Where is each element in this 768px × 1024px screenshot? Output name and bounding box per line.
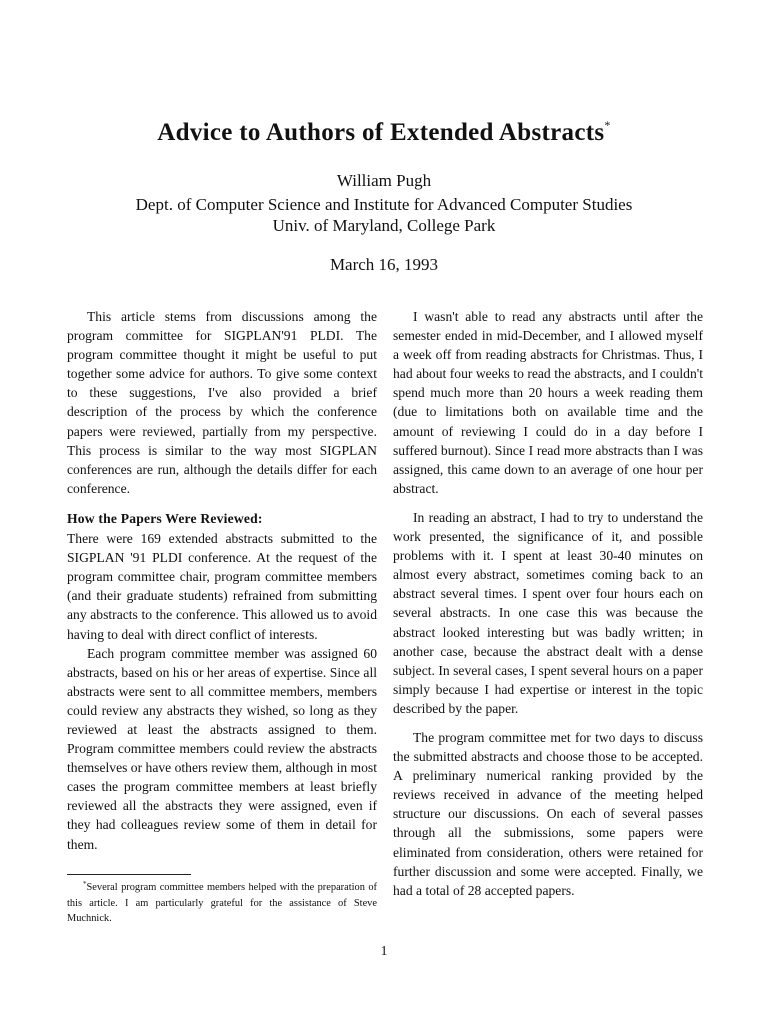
- footnote-mark: *: [83, 880, 87, 888]
- footnote-rule: [67, 874, 191, 875]
- right-paragraph-3: The program committee met for two days to discuss the submitted abstracts and choose those to be accepted. A preliminary numerical ranking provided by the reviews received in advance of the meeting helped structure our discussions. On each of several passes through all the submissions, some papers were eliminated from consideration, others were retained for further discussion and some were accepted. Finally, we had a total of 28 accepted papers.: [393, 729, 703, 898]
- affiliation-line-1: Dept. of Computer Science and Institute for Advanced Computer Studies: [135, 195, 633, 214]
- section-heading: How the Papers Were Reviewed:: [67, 510, 263, 526]
- page-number: 1: [380, 943, 388, 958]
- section-paragraph-2: Each program committee member was assigned 60 abstracts, based on his or her areas of expertise. Since all abstracts were sent to all committee members, members could review any abstracts they wished, so long as they reviewed at least the abstracts assigned to them. Program committee members could review the abstracts themselves or have others review them, although in most cases the program committee members at least briefly reviewed all the abstracts they were assigned, even if they had colleagues review some of them in detail for them.: [67, 645, 377, 852]
- right-column: [393, 307, 703, 900]
- paper-title: [0, 118, 768, 147]
- section-paragraph-1: There were 169 extended abstracts submitted to the SIGPLAN '91 PLDI conference. At the request of the program committee chair, program committee members (and their graduate students) refrained from submitting any abstracts to the conference. This allowed us to avoid having to deal with direct conflict of interests.: [67, 531, 377, 642]
- affiliation-line-2: Univ. of Maryland, College Park: [272, 216, 496, 235]
- footnote: [67, 877, 377, 927]
- paper-title-text: Advice to Authors of Extended Abstracts: [157, 119, 605, 146]
- title-footnote-mark: *: [604, 118, 611, 132]
- left-column: [67, 307, 377, 854]
- right-paragraph-1: I wasn't able to read any abstracts until after the semester ended in mid-December, and I allowed myself a week off from reading abstracts for Christmas. Thus, I had about four weeks to read the abstracts, and I couldn't spend much more than 20 hours a week reading them (due to limitations both on available time and the amount of reviewing I could do in a day before I suffered burnout). Since I read more abstracts than I was assigned, this came down to an average of one hour per abstract.: [393, 309, 703, 496]
- author-name: William Pugh: [336, 171, 432, 190]
- right-paragraph-2: In reading an abstract, I had to try to understand the work presented, the significance of it, and possible problems with it. I spent at least 30-40 minutes on almost every abstract, sometimes coming back to an abstract several times. I spent over four hours each on several abstracts. In one case this was because the abstract looked interesting but was badly written; in another case, because the abstract dealt with a dense subject. In several cases, I spent several hours on a paper simply because I had expertise or interest in the topic described by the paper.: [393, 509, 703, 716]
- paper-date: March 16, 1993: [329, 255, 439, 274]
- intro-paragraph: This article stems from discussions among the program committee for SIGPLAN'91 PLDI. The program committee thought it might be useful to put together some advice for authors. To give some context to these suggestions, I've also provided a brief description of the process by which the conference papers were reviewed, partially from my perspective. This process is similar to the way most SIGPLAN conferences are run, although the details differ for each conference.: [67, 309, 377, 496]
- footnote-text: Several program committee members helped with the preparation of this article. I am particularly grateful for the assistance of Steve Muchnick.: [67, 882, 377, 925]
